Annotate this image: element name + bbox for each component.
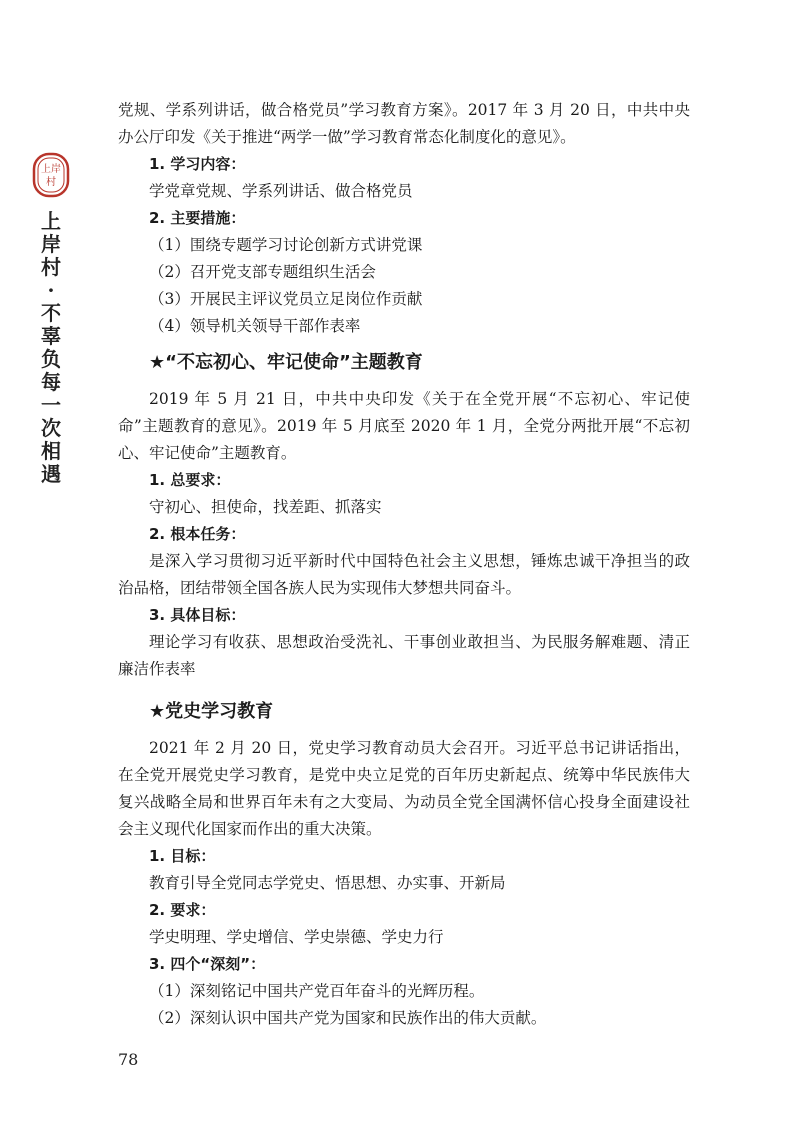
label-specific-goals: 3. 具体目标： — [149, 606, 246, 624]
paragraph: 2019 年 5 月 21 日，中共中央印发《关于在全党开展“不忘初心、牢记使命”主题教育的意见》。2019 年 5 月底至 2020 年 1 月，全党分两批开展“不忘初心、牢记使命”主题教育。 — [118, 390, 690, 462]
svg-text:上岸: 上岸 — [41, 164, 61, 175]
vertical-series-title: 上 岸 村 · 不 辜 负 每 一 次 相 遇 — [41, 209, 61, 486]
paragraph: 2021 年 2 月 20 日，党史学习教育动员大会召开。习近平总书记讲话指出，在全党开展党史学习教育，是党中央立足党的百年历史新起点、统筹中华民族伟大复兴战略全局和世界百年未有之大变局、为动员全党全国满怀信心投身全面建设社会主义现代化国家而作出的重大决策。 — [118, 739, 690, 838]
text-study-content: 学党章党规、学系列讲话、做合格党员 — [149, 182, 413, 200]
label-goal: 1. 目标： — [149, 847, 216, 865]
list-item: （2）深刻认识中国共产党为国家和民族作出的伟大贡献。 — [149, 1009, 547, 1027]
list-item: （2）召开党支部专题组织生活会 — [149, 263, 376, 281]
seal-logo — [32, 152, 70, 198]
list-item: （4）领导机关领导干部作表率 — [149, 317, 361, 335]
list-item: （3）开展民主评议党员立足岗位作贡献 — [149, 290, 423, 308]
label-main-measures: 2. 主要措施： — [149, 209, 246, 227]
label-study-content: 1. 学习内容： — [149, 155, 246, 173]
section-heading: ★“不忘初心、牢记使命”主题教育 — [149, 352, 423, 373]
label-overall-requirement: 1. 总要求： — [149, 471, 231, 489]
list-item: （1）深刻铭记中国共产党百年奋斗的光辉历程。 — [149, 982, 485, 1000]
label-fundamental-task: 2. 根本任务： — [149, 525, 246, 543]
page-content — [118, 97, 690, 1032]
list-item: （1）围绕专题学习讨论创新方式讲党课 — [149, 236, 423, 254]
text-fundamental-task: 是深入学习贯彻习近平新时代中国特色社会主义思想，锤炼忠诚干净担当的政治品格，团结带领全国各族人民为实现伟大梦想共同奋斗。 — [118, 552, 690, 597]
svg-text:村: 村 — [46, 177, 56, 188]
text-overall-requirement: 守初心、担使命，找差距、抓落实 — [149, 498, 382, 516]
text-specific-goals: 理论学习有收获、思想政治受洗礼、干事创业敢担当、为民服务解难题、清正廉洁作表率 — [118, 633, 690, 678]
section-heading: ★党史学习教育 — [149, 701, 274, 722]
text-goal: 教育引导全党同志学党史、悟思想、办实事、开新局 — [149, 874, 506, 892]
label-four-profound: 3. 四个“深刻”： — [149, 955, 266, 973]
paragraph: 党规、学系列讲话，做合格党员”学习教育方案》。2017 年 3 月 20 日，中共中央办公厅印发《关于推进“两学一做”学习教育常态化制度化的意见》。 — [118, 101, 690, 146]
text-requirements: 学史明理、学史增信、学史崇德、学史力行 — [149, 928, 444, 946]
label-requirements: 2. 要求： — [149, 901, 216, 919]
page-number: 78 — [118, 1050, 139, 1069]
